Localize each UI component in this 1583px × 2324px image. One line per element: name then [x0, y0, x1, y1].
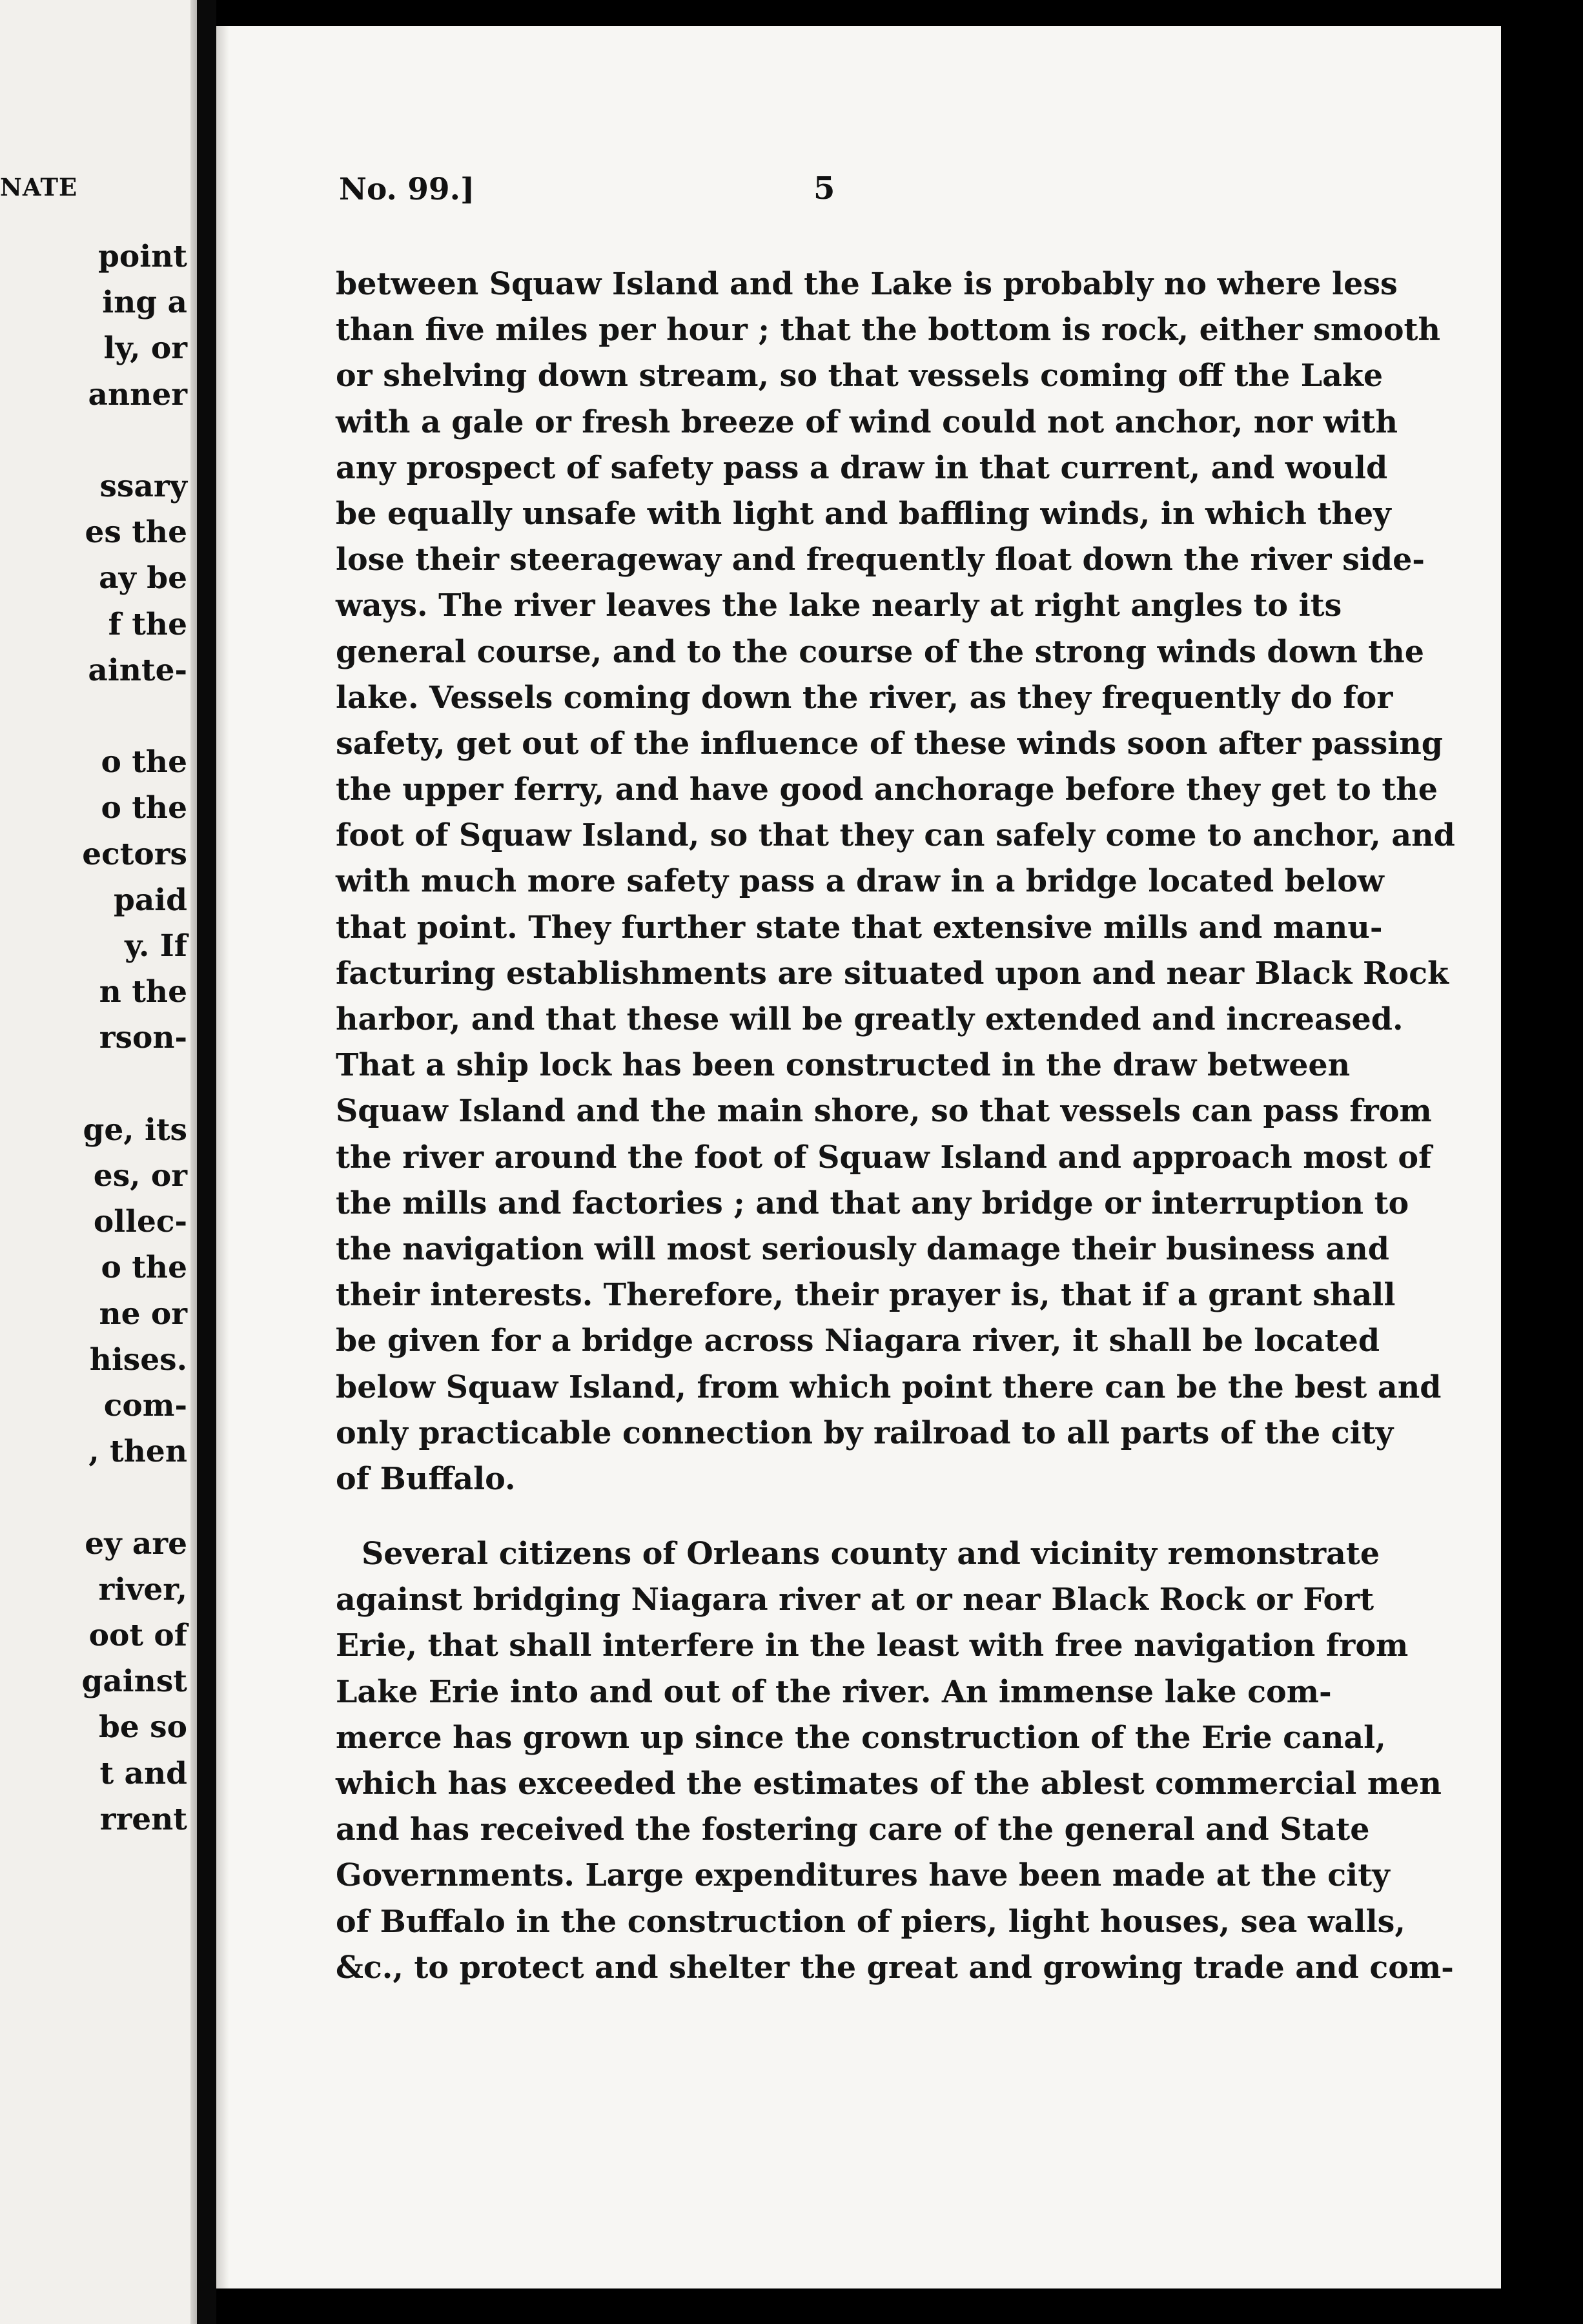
- facing-page-line: rson-: [99, 1020, 187, 1056]
- facing-page-line: hises.: [89, 1341, 187, 1378]
- scan-border: [1501, 0, 1583, 2324]
- text-line: the upper ferry, and have good anchorage before they get to the: [336, 771, 1438, 808]
- paragraph: [336, 261, 1455, 1502]
- facing-page-line: point: [98, 239, 187, 274]
- text-line: any prospect of safety pass a draw in that current, and would: [336, 449, 1388, 486]
- text-line: which has exceeded the estimates of the ablest commercial men: [336, 1766, 1442, 1802]
- facing-page-line: es the: [85, 515, 187, 551]
- text-line: safety, get out of the influence of these winds soon after passing: [336, 725, 1444, 762]
- facing-page-line: , then: [88, 1434, 187, 1470]
- text-line: That a ship lock has been constructed in the draw between: [336, 1047, 1351, 1084]
- text-line: only practicable connection by railroad to all parts of the city: [336, 1414, 1394, 1451]
- text-line: &c., to protect and shelter the great and growing trade and com-: [336, 1949, 1454, 1986]
- facing-page-line: ainte-: [88, 652, 187, 688]
- text-line: Squaw Island and the main shore, so that vessels can pass from: [336, 1093, 1432, 1130]
- facing-page-line: ge, its: [83, 1112, 187, 1148]
- text-line: Several citizens of Orleans county and vicinity remonstrate: [362, 1536, 1380, 1573]
- text-line: foot of Squaw Island, so that they can safely come to anchor, and: [336, 817, 1455, 854]
- text-line: below Squaw Island, from which point there can be the best and: [336, 1369, 1442, 1405]
- text-line: between Squaw Island and the Lake is probably no where less: [336, 266, 1398, 302]
- facing-page-line: be so: [99, 1709, 187, 1746]
- facing-page-line: t and: [99, 1755, 187, 1791]
- document-number-label: No. 99.]: [339, 172, 475, 207]
- text-line: Governments. Large expenditures have been made at the city: [336, 1857, 1390, 1894]
- facing-page-line: ne or: [99, 1296, 187, 1332]
- facing-page-line: n the: [99, 974, 187, 1010]
- facing-page-line: f the: [108, 606, 187, 642]
- text-line: with much more safety pass a draw in a bridge located below: [336, 863, 1384, 900]
- page-gutter-shadow: [190, 0, 197, 2324]
- text-line: harbor, and that these will be greatly extended and increased.: [336, 1001, 1404, 1037]
- text-line: that point. They further state that extensive mills and manu-: [336, 909, 1383, 946]
- facing-page-line: rrent: [99, 1801, 187, 1837]
- body-text: [336, 261, 1455, 1991]
- facing-page-line: gainst: [81, 1664, 187, 1700]
- facing-page-line: ing a: [102, 285, 187, 321]
- document-page: [216, 26, 1501, 2288]
- text-line: Erie, that shall interfere in the least with free navigation from: [336, 1627, 1409, 1664]
- facing-page-line: com-: [103, 1388, 187, 1423]
- facing-page-line: es, or: [93, 1158, 187, 1194]
- text-line: general course, and to the course of the strong winds down the: [336, 633, 1424, 670]
- text-line: facturing establishments are situated upon and near Black Rock: [336, 955, 1449, 992]
- page-number: 5: [813, 170, 835, 207]
- facing-page-line: o the: [101, 790, 187, 826]
- facing-page-line: ectors: [82, 836, 187, 872]
- text-line: ways. The river leaves the lake nearly at right angles to its: [336, 587, 1342, 624]
- text-line: be equally unsafe with light and baffling winds, in which they: [336, 495, 1391, 532]
- text-line: the navigation will most seriously damage their business and: [336, 1230, 1389, 1267]
- facing-page-line: y. If: [125, 928, 187, 964]
- facing-page-line: paid: [113, 882, 187, 918]
- facing-page-line: ly, or: [103, 331, 187, 367]
- facing-page-line: o the: [101, 1250, 187, 1286]
- facing-page-line: ollec-: [93, 1204, 187, 1240]
- facing-page-line: ssary: [99, 469, 187, 504]
- facing-page-line: ay be: [99, 560, 187, 596]
- paragraph-gap: [336, 1502, 1291, 1531]
- text-line: Lake Erie into and out of the river. An immense lake com-: [336, 1673, 1332, 1710]
- text-line: the river around the foot of Squaw Island and approach most of: [336, 1139, 1432, 1176]
- text-line: the mills and factories ; and that any bridge or interruption to: [336, 1185, 1409, 1221]
- text-line: merce has grown up since the construction of the Erie canal,: [336, 1719, 1386, 1756]
- facing-page-fragment: [0, 0, 197, 2324]
- text-line: than five miles per hour ; that the bottom is rock, either smooth: [336, 312, 1440, 349]
- facing-page-line: river,: [98, 1571, 187, 1607]
- book-spine: [197, 0, 216, 2324]
- text-line: their interests. Therefore, their prayer is, that if a grant shall: [336, 1277, 1396, 1314]
- text-line: of Buffalo in the construction of piers, light houses, sea walls,: [336, 1903, 1405, 1940]
- text-line: lake. Vessels coming down the river, as they frequently do for: [336, 679, 1393, 716]
- text-line: be given for a bridge across Niagara river, it shall be located: [336, 1323, 1380, 1360]
- text-line: and has received the fostering care of the general and State: [336, 1811, 1370, 1848]
- page-edge-shadow: [216, 26, 229, 2288]
- facing-page-line: ey are: [85, 1525, 187, 1562]
- text-line: against bridging Niagara river at or near Black Rock or Fort: [336, 1582, 1374, 1618]
- facing-page-line: o the: [101, 744, 187, 780]
- facing-page-header: NATE: [0, 173, 78, 201]
- paragraph: [336, 1531, 1454, 1991]
- facing-page-line: anner: [88, 376, 187, 413]
- text-line: with a gale or fresh breeze of wind could not anchor, nor with: [336, 403, 1398, 440]
- text-line: or shelving down stream, so that vessels coming off the Lake: [336, 358, 1384, 394]
- text-line: of Buffalo.: [336, 1460, 516, 1497]
- text-line: lose their steerageway and frequently float down the river side-: [336, 542, 1425, 578]
- facing-page-line: oot of: [88, 1618, 187, 1653]
